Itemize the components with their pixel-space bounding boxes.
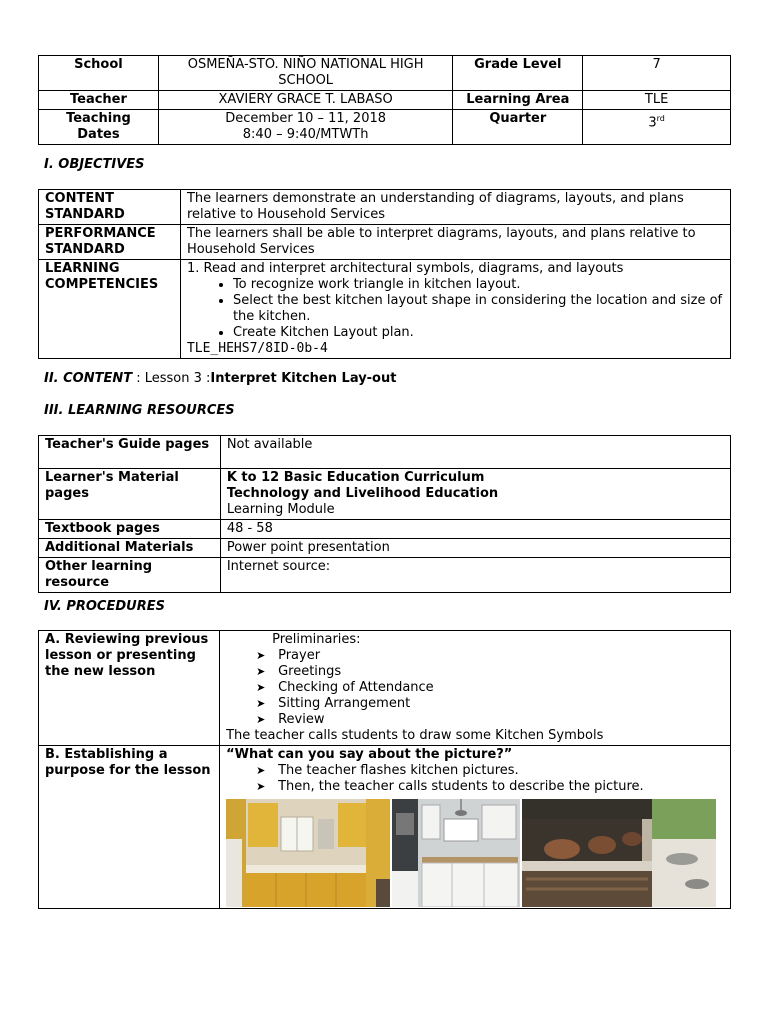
procedure-a-cell [220,631,731,746]
yellow-kitchen-photo [226,799,390,907]
list-item: • To recognize work triangle in kitchen layout. [233,277,724,293]
procedures-heading: IV. PROCEDURES [44,599,165,614]
teaching-dates-value [158,110,453,145]
content-heading: II. CONTENT [44,371,133,386]
other-resource-value: Internet source: [220,558,730,593]
learning-competencies-label: LEARNING COMPETENCIES [39,260,181,359]
teaching-dates-time: 8:40 – 9:40/MTWTh [242,127,369,142]
additional-materials-label: Additional Materials [39,539,221,558]
grade-level-value: 7 [583,56,731,91]
preliminaries-label: Preliminaries: [272,632,361,647]
learning-area-label: Learning Area [453,91,583,110]
quarter-suffix: rd [656,114,665,123]
lm-module: Learning Module [226,502,335,517]
procedure-b-list [226,763,724,795]
performance-standard-text: The learners shall be able to interpret diagrams, layouts, and plans relative to Household Services [180,225,730,260]
competencies-code: TLE_HEHS7/8ID-0b-4 [186,341,328,356]
textbook-pages-value: 48 - 58 [220,520,730,539]
objectives-table [38,189,731,359]
list-item: ➤ Checking of Attendance [256,680,724,696]
content-lesson-number: : Lesson 3 : [132,371,211,386]
quarter-value [583,110,731,145]
learners-material-label: Learner's Material pages [39,469,221,520]
list-item: ➤ The teacher flashes kitchen pictures. [256,763,724,779]
learning-area-value: TLE [583,91,731,110]
list-item: ➤ Prayer [256,648,724,664]
procedure-b-cell [220,746,731,909]
other-resource-label: Other learning resource [39,558,221,593]
procedures-table [38,630,731,909]
header-table [38,55,731,145]
lm-curriculum: K to 12 Basic Education Curriculum [226,470,485,485]
textbook-pages-label: Textbook pages [39,520,221,539]
list-item: ➤ Then, the teacher calls students to describe the picture. [256,779,724,795]
learning-resources-heading: III. LEARNING RESOURCES [44,403,235,418]
quarter-label: Quarter [453,110,583,145]
learners-material-value [220,469,730,520]
list-item: ➤ Sitting Arrangement [256,696,724,712]
list-item: • Select the best kitchen layout shape in considering the location and size of the kitchen. [233,293,724,325]
procedure-a-closing: The teacher calls students to draw some Kitchen Symbols [226,728,604,743]
teaching-dates-label: Teaching Dates [39,110,159,145]
rustic-kitchen-photo [522,799,716,907]
procedure-b-label: B. Establishing a purpose for the lesson [39,746,220,909]
teachers-guide-value: Not available [220,436,730,469]
procedure-a-label: A. Reviewing previous lesson or presenting the new lesson [39,631,220,746]
list-item: • Create Kitchen Layout plan. [233,325,724,341]
content-standard-text: The learners demonstrate an understanding of diagrams, layouts, and plans relative to Household Services [180,190,730,225]
school-label: School [39,56,159,91]
list-item: ➤ Greetings [256,664,724,680]
school-value: OSMEÑA-STO. NIÑO NATIONAL HIGH SCHOOL [158,56,453,91]
content-standard-label: CONTENT STANDARD [39,190,181,225]
teaching-dates-days: December 10 – 11, 2018 [225,111,387,126]
performance-standard-label: PERFORMANCE STANDARD [39,225,181,260]
list-item: ➤ Review [256,712,724,728]
additional-materials-value: Power point presentation [220,539,730,558]
teacher-value: XAVIERY GRACE T. LABASO [158,91,453,110]
competencies-list [187,277,724,341]
resources-table [38,435,731,593]
lm-subject: Technology and Livelihood Education [226,486,499,501]
picture-question: “What can you say about the picture?” [226,747,513,762]
grade-level-label: Grade Level [453,56,583,91]
objectives-heading: I. OBJECTIVES [44,157,145,172]
teacher-label: Teacher [39,91,159,110]
quarter-number: 3 [648,115,657,131]
learning-competencies-cell [180,260,730,359]
teachers-guide-label: Teacher's Guide pages [39,436,221,469]
kitchen-photos [226,799,724,907]
preliminaries-list [226,648,724,728]
content-line [44,371,396,386]
white-kitchen-photo [392,799,520,907]
content-lesson-title: Interpret Kitchen Lay-out [210,371,397,386]
competencies-intro: 1. Read and interpret architectural symbols, diagrams, and layouts [186,261,624,276]
